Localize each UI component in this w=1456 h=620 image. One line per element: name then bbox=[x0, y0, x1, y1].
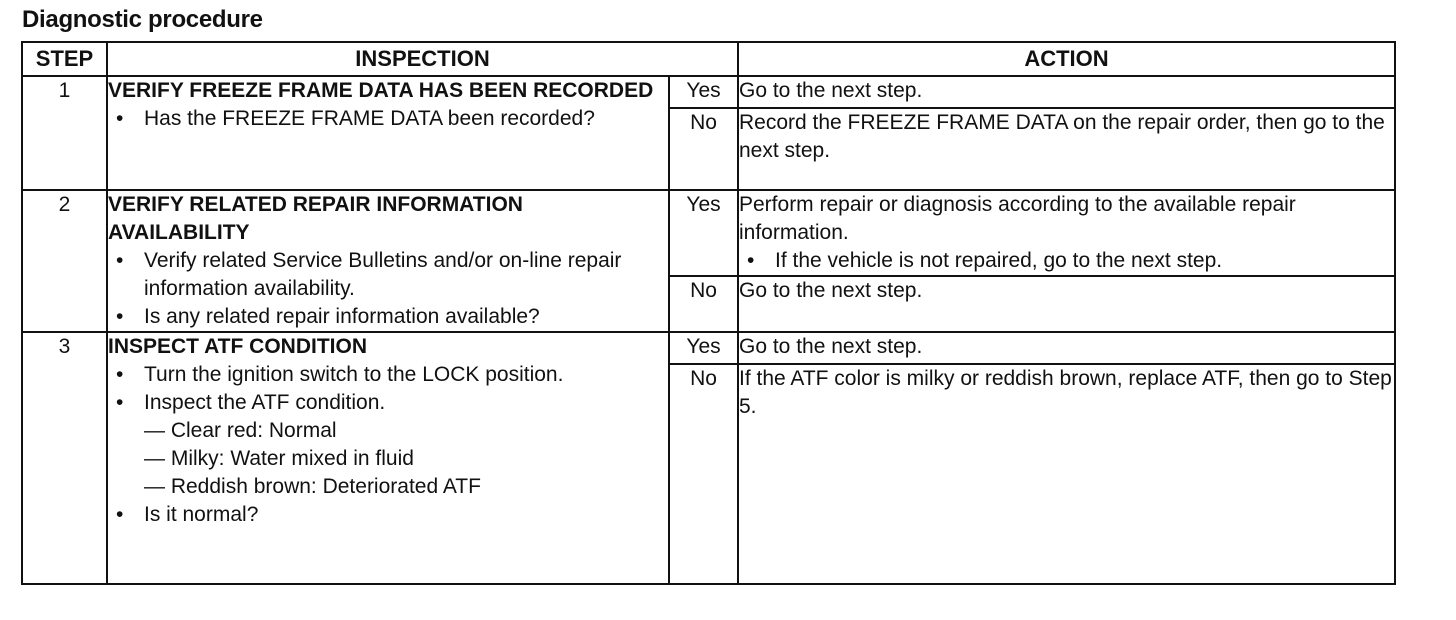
inspection-bullet: • Is any related repair information available? bbox=[108, 303, 668, 331]
yes-label: Yes bbox=[669, 76, 738, 108]
no-action: If the ATF color is milky or reddish brown, replace ATF, then go to Step 5. bbox=[738, 364, 1395, 584]
no-action: Record the FREEZE FRAME DATA on the repair order, then go to the next step. bbox=[738, 108, 1395, 190]
inspection-bullet: • Turn the ignition switch to the LOCK position. bbox=[108, 361, 668, 389]
no-action: Go to the next step. bbox=[738, 276, 1395, 332]
inspection-bullet: • Has the FREEZE FRAME DATA been recorded? bbox=[108, 105, 668, 133]
step-number: 3 bbox=[22, 332, 107, 584]
page-title: Diagnostic procedure bbox=[22, 6, 263, 33]
step-number: 2 bbox=[22, 190, 107, 332]
table-row bbox=[22, 332, 1395, 364]
inspection-cell bbox=[107, 190, 669, 332]
inspection-title: INSPECT ATF CONDITION bbox=[108, 335, 367, 358]
yes-action: Go to the next step. bbox=[738, 76, 1395, 108]
table-row bbox=[22, 76, 1395, 108]
header-step: STEP bbox=[22, 42, 107, 76]
diagnostic-table bbox=[21, 41, 1396, 585]
inspection-title: VERIFY FREEZE FRAME DATA HAS BEEN RECORDED bbox=[108, 79, 654, 102]
no-label: No bbox=[669, 276, 738, 332]
yes-label: Yes bbox=[669, 332, 738, 364]
yes-action: Go to the next step. bbox=[738, 332, 1395, 364]
yes-action-cell bbox=[738, 190, 1395, 276]
inspection-bullet bbox=[108, 389, 668, 501]
inspection-bullet-text: Inspect the ATF condition. bbox=[144, 391, 386, 414]
yes-label: Yes bbox=[669, 190, 738, 276]
inspection-cell bbox=[107, 332, 669, 584]
condition-item: — Reddish brown: Deteriorated ATF bbox=[144, 475, 481, 498]
table-row bbox=[22, 190, 1395, 276]
condition-item: — Clear red: Normal bbox=[144, 419, 337, 442]
inspection-title: VERIFY RELATED REPAIR INFORMATION AVAILABILITY bbox=[108, 193, 523, 244]
inspection-bullet: • Is it normal? bbox=[108, 501, 668, 529]
step-number: 1 bbox=[22, 76, 107, 190]
yes-action: Perform repair or diagnosis according to the available repair information. bbox=[739, 193, 1296, 244]
no-label: No bbox=[669, 108, 738, 190]
header-inspection: INSPECTION bbox=[107, 42, 738, 76]
header-action: ACTION bbox=[738, 42, 1395, 76]
inspection-cell bbox=[107, 76, 669, 190]
action-bullet: • If the vehicle is not repaired, go to the next step. bbox=[739, 247, 1394, 275]
condition-item: — Milky: Water mixed in fluid bbox=[144, 447, 414, 470]
inspection-bullet: • Verify related Service Bulletins and/or on-line repair information availability. bbox=[108, 247, 668, 303]
no-label: No bbox=[669, 364, 738, 584]
table-header-row bbox=[22, 42, 1395, 76]
